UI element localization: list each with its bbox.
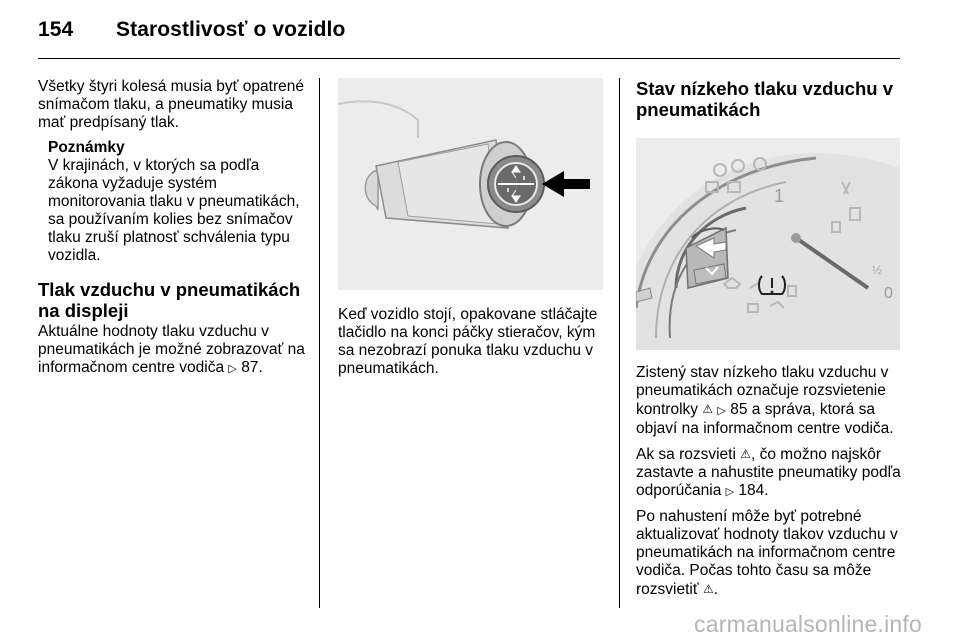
gauge-number-0: 0: [884, 285, 893, 302]
page-number: 154: [38, 18, 74, 41]
wiper-stalk-figure: [338, 78, 603, 290]
display-paragraph: [38, 323, 310, 378]
p2-reference: 184.: [738, 482, 769, 499]
page-header: [38, 18, 345, 42]
p1-text-a: Zistený stav nízkeho tlaku vzduchu v pneumatikách označuje rozsvietenie kontrolky: [636, 364, 889, 418]
p1-text-b: a správa, ktorá sa objaví na informačnom centre vodiča.: [636, 401, 894, 437]
watermark: carmanualsonline.info: [694, 611, 922, 637]
instrument-cluster-figure: [636, 138, 900, 350]
column-left: [38, 78, 310, 385]
gauge-half-mark: ½: [872, 263, 883, 277]
gauge-number-1: 1: [774, 186, 785, 206]
intro-paragraph: Všetky štyri kolesá musia byť opatrené snímačom tlaku, a pneumatiky musia mať predpísaný tlak.: [38, 78, 304, 131]
column-middle: [338, 78, 604, 385]
paragraph-lamp-indication: [636, 364, 906, 438]
note-text: V krajinách, v ktorých sa podľa zákona vyžaduje systém monitorovania tlaku v pneumatikách, sa používaním kolies bez snímačov tlaku zruší platnosť schválenia typu vozidla.: [48, 157, 300, 264]
reference-arrow-icon: ▷: [717, 405, 726, 417]
paragraph-after-inflation: [636, 508, 906, 599]
note-block: [48, 139, 310, 265]
header-rule: [38, 58, 900, 59]
column-divider-left: [319, 78, 320, 608]
paragraph-stop-and-inflate: [636, 445, 906, 501]
reference-arrow-icon: ▷: [725, 486, 735, 498]
display-text: Aktuálne hodnoty tlaku vzduchu v pneumatikách je možné zobrazovať na informačnom centre vodiča: [38, 323, 305, 376]
low-pressure-body: [636, 364, 906, 599]
section-heading-low-pressure: Stav nízkeho tlaku vzduchu v pneumatikách: [636, 78, 894, 120]
p1-reference: 85: [730, 401, 748, 418]
page-reference: 87.: [241, 359, 263, 376]
reference-arrow-icon: ▷: [228, 363, 237, 375]
note-title: Poznámky: [48, 139, 125, 156]
column-right: [636, 78, 906, 606]
p3-text-b: .: [713, 581, 719, 598]
figure-caption: Keď vozidlo stojí, opakovane stláčajte tlačidlo na konci páčky stieračov, kým sa nezobrazí ponuka tlaku vzduchu v pneumatikách.: [338, 306, 598, 377]
tire-pressure-warning-icon: ⚠: [702, 402, 714, 416]
page-title: Starostlivosť o vozidlo: [116, 18, 346, 41]
p3-text-a: Po nahustení môže byť potrebné aktualizovať hodnoty tlakov vzduchu v pneumatikách na informačnom centre vodiča. Počas tohto času sa môže rozsvietiť: [636, 508, 898, 598]
p2-text-a: Ak sa rozsvieti: [636, 446, 736, 463]
tire-pressure-warning-icon: ⚠: [702, 582, 714, 596]
tire-pressure-warning-icon: ⚠: [740, 447, 751, 461]
p2-text-b: , čo možno najskôr zastavte a nahustite pneumatiky podľa odporúčania: [636, 446, 901, 499]
section-heading-display: Tlak vzduchu v pneumatikách na displeji: [38, 279, 301, 321]
column-divider-right: [619, 78, 620, 608]
